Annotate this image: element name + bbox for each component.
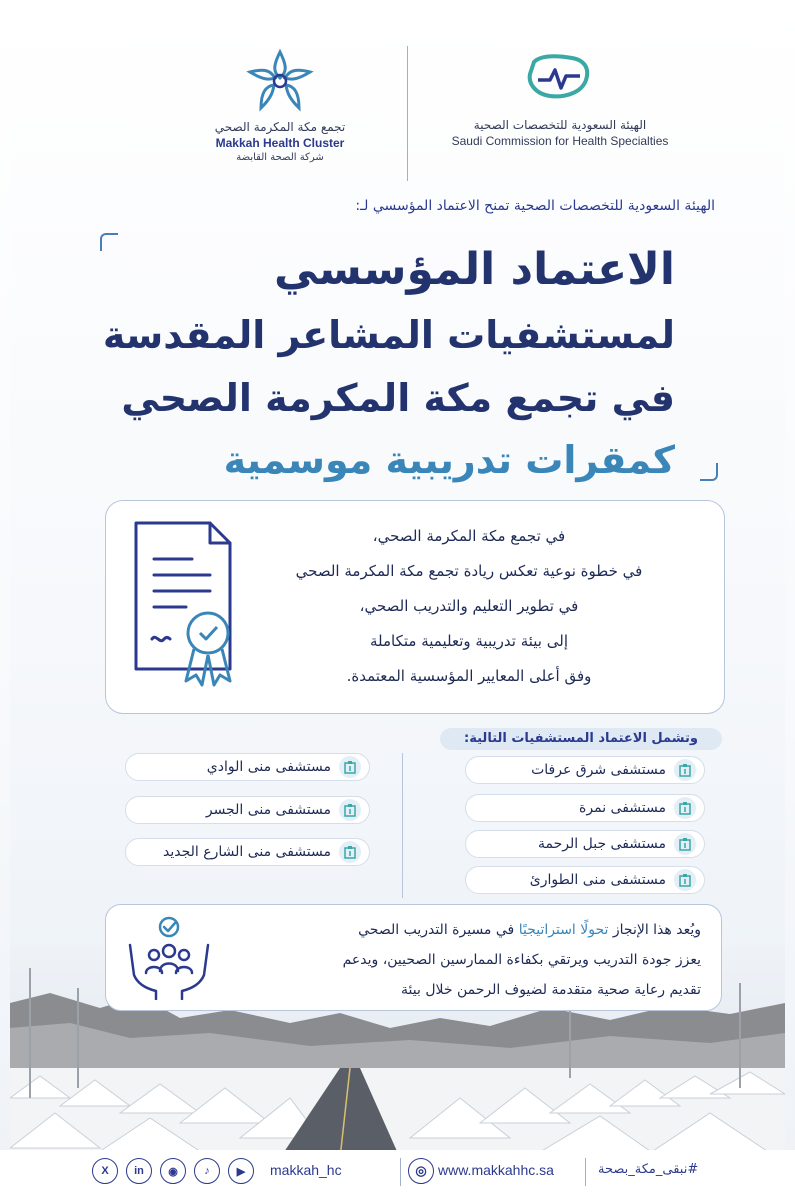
hospital-name: مستشفى منى الوادي	[206, 759, 331, 775]
star-flower-icon	[245, 48, 315, 112]
hospital-building-icon	[674, 797, 696, 819]
header-divider	[407, 46, 408, 181]
description-line: إلى بيئة تدريبية وتعليمية متكاملة	[370, 632, 568, 650]
hospital-building-icon	[339, 799, 361, 821]
globe-icon: ◎	[408, 1158, 434, 1184]
hospital-building-icon	[674, 833, 696, 855]
title-line-3: في تجمع مكة المكرمة الصحي	[121, 376, 675, 420]
hospital-building-icon	[339, 841, 361, 863]
scfhs-name-en: Saudi Commission for Health Specialties	[451, 134, 669, 148]
hospital-name: مستشفى منى الطوارئ	[529, 872, 666, 888]
achievement-text-start: ويُعد هذا الإنجاز	[612, 922, 701, 938]
hospital-name: مستشفى نمرة	[579, 800, 666, 816]
hospital-item	[465, 866, 705, 894]
x-icon[interactable]: X	[92, 1158, 118, 1184]
hospital-item	[465, 830, 705, 858]
snapchat-icon[interactable]: ◉	[160, 1158, 186, 1184]
scfhs-logo	[430, 48, 690, 148]
cluster-parent-company: شركة الصحة القابضة	[236, 152, 324, 163]
title-bracket-bottom-right	[700, 463, 718, 481]
social-handle[interactable]: makkah_hc	[270, 1162, 342, 1178]
footer-divider	[400, 1158, 401, 1186]
hospital-name: مستشفى منى الجسر	[205, 802, 331, 818]
cluster-name-en: Makkah Health Cluster	[215, 136, 345, 150]
tiktok-icon[interactable]: ♪	[194, 1158, 220, 1184]
hospital-name: مستشفى جبل الرحمة	[538, 836, 666, 852]
hospital-name: مستشفى منى الشارع الجديد	[162, 844, 331, 860]
hospital-item	[125, 838, 370, 866]
hospital-item	[465, 794, 705, 822]
caring-hands-icon	[124, 915, 214, 1000]
hospital-name: مستشفى شرق عرفات	[531, 762, 666, 778]
hashtag: #نبقى_مكة_بصحة	[598, 1162, 699, 1177]
scfhs-emblem-icon	[520, 48, 600, 104]
description-line: وفق أعلى المعايير المؤسسية المعتمدة.	[346, 667, 592, 685]
website-link[interactable]: www.makkahhc.sa	[438, 1162, 554, 1178]
description-text	[249, 519, 689, 694]
achievement-highlight: تحولًا استراتيجيًا	[518, 922, 609, 938]
makkah-health-cluster-logo	[160, 48, 400, 163]
scfhs-name-ar: الهيئة السعودية للتخصصات الصحية	[473, 118, 647, 132]
hospital-building-icon	[339, 756, 361, 778]
cluster-name-ar: تجمع مكة المكرمة الصحي	[214, 120, 346, 134]
achievement-line: يعزز جودة التدريب ويرتقي بكفاءة الممارسين الصحيين، ويدعم	[342, 952, 701, 968]
description-line: في تجمع مكة المكرمة الصحي،	[372, 527, 566, 545]
achievement-box	[105, 904, 722, 1011]
description-line: في خطوة نوعية تعكس ريادة تجمع مكة المكرمة الصحي	[295, 562, 643, 580]
hospitals-column-divider	[402, 753, 403, 898]
poster	[10, 8, 785, 1158]
title-line-2: لمستشفيات المشاعر المقدسة	[102, 313, 675, 357]
achievement-text-end: في مسيرة التدريب الصحي	[358, 922, 515, 938]
title-line-1: الاعتماد المؤسسي	[273, 244, 675, 295]
linkedin-icon[interactable]: in	[126, 1158, 152, 1184]
title-line-4: كمقرات تدريبية موسمية	[223, 438, 675, 482]
achievement-text	[221, 915, 701, 1005]
description-box	[105, 500, 725, 714]
hospital-item	[465, 756, 705, 784]
youtube-icon[interactable]: ▶	[228, 1158, 254, 1184]
footer-divider	[585, 1158, 586, 1186]
hospital-item	[125, 753, 370, 781]
achievement-line: تقديم رعاية صحية متقدمة لضيوف الرحمن خلال بيئة	[401, 982, 701, 998]
description-line: في تطوير التعليم والتدريب الصحي،	[359, 597, 579, 615]
achievement-line	[221, 915, 701, 945]
title-bracket-top-left	[100, 233, 118, 251]
certificate-icon	[130, 519, 250, 694]
hospital-building-icon	[674, 869, 696, 891]
hospital-item	[125, 796, 370, 824]
hospital-building-icon	[674, 759, 696, 781]
hospitals-label: وتشمل الاعتماد المستشفيات التالية:	[440, 728, 722, 750]
intro-text: الهيئة السعودية للتخصصات الصحية تمنح الاعتماد المؤسسي لـ:	[355, 198, 715, 214]
